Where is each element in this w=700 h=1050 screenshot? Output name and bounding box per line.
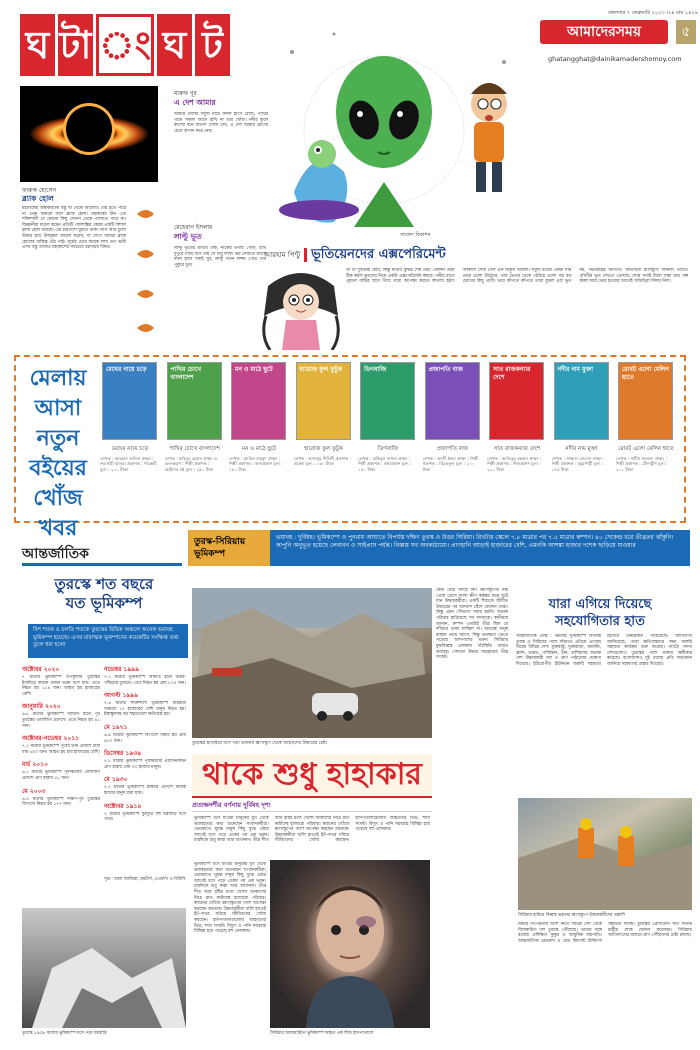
- book-details-4: লেখক : আনজুম শিউলী প্রকাশক : অন্বেষা মূল্য : ১৬০ টাকা: [293, 456, 351, 467]
- main-body-right: কেউ বেঁচে আছে কি? ধ্বংসস্তূপের নিচ থেকে ভেসে আসা ক্ষীণ কণ্ঠস্বর শুনে ছুটে যান উদ্ধারকর্মীরা। একটি শিশুকে জীবিত উদ্ধারের পর আনন্দে কেঁদে ফেলেন তারা। কিন্তু এমন সৌভাগ্য সবার হয়নি। অনেক পরিবার হারিয়েছে সব সদস্যকে। স্থানীয়রা জানান, কম্পন এতটাই তীব্র ছিল যে দাঁড়িয়ে থাকা যাচ্ছিল না। আতঙ্কে মানুষ রাস্তায় নেমে আসে, কিন্তু ততক্ষণে ভেঙে পড়েছে আশপাশের ভবন। সিরিয়ার যুদ্ধবিধ্বস্ত এলাকায় পরিস্থিতি আরও ভয়াবহ। সেখানে উদ্ধার সরঞ্জামের তীব্র সংকট।: [436, 588, 508, 661]
- child-photo-caption: সিরিয়ার আজমারিনে ভূমিকম্পে আহত এক শিশু হাসপাতালে: [270, 1031, 374, 1036]
- timeline-entry: ৭.২ মাত্রার ভূমিকম্পে আঘাত হানে উত্তর-পশ্চিমের ডুজচে। এতে নিহত হয় প্রায় ৮০০ জন।: [104, 675, 186, 686]
- timeline-left: [22, 664, 100, 904]
- book-cover-3: মন ও মাঠে ছুটে: [231, 362, 286, 440]
- book-title-1: মেঘের নায়ে চড়ে: [111, 446, 149, 452]
- timeline-entry: ৭.২ মাত্রার ভূমিকম্পে পূর্বের ভান প্রদেশে মারা যায় ৬০০ জন। আহত হয় চার হাজারের বেশি।: [22, 744, 100, 755]
- book-details-2: লেখক : ফরিদুর রহমান প্রচ্ছদ ও অলংকরণ : শিল্পী প্রকাশক : ছোটদের বই মূল্য : ২৫০ টাকা: [164, 456, 218, 472]
- story-title: ভূতিয়েনদের এক্সপেরিমেন্ট: [311, 246, 446, 262]
- poem2-body: লাল্টু ভূতের মাথায় টাক, নাকের ডগায় গোঁফ, রাত দুপুরে গাছে বসে দেয় সে শুধু লাফ। ভয় দেখাতে আসে যখন হাসে সবাই খুব, লাল্টু তখন লজ্জা পেয়ে দেয় পুকুরে ডুব।: [174, 246, 266, 268]
- timeline-entry: ৭.২ মাত্রার ভূমিকম্পে হাক্কারি প্রদেশে কয়েক হাজার মানুষ মারা যায়।: [104, 785, 186, 796]
- timeline-entry: ৬.৯ মাত্রার ভূমিকম্পে বিংগলে নিহত হয় প্রায় ৯০০ জন।: [104, 732, 186, 744]
- timeline-entry: ৭.৬ মাত্রার শক্তিশালী ভূমিকম্পে মারমারা অঞ্চলে ১৭ হাজারের বেশি মানুষ নিহত হয়। ইস্তাম্বুলসহ বড় শহরগুলো ক্ষতিগ্রস্ত হয়।: [104, 701, 186, 718]
- timeline-date: মে ২০০৩: [22, 787, 46, 795]
- timeline-date: অক্টোবর-নভেম্বর ২০১১: [22, 735, 80, 743]
- poem2-poet: মেহেরান ইসলাম: [174, 224, 213, 231]
- logo-char-1: ঘ: [20, 14, 55, 76]
- main-headline: থাকে শুধু হাহাকার: [192, 754, 432, 798]
- main-body-top: ভূমিকম্পে ধসে যাওয়া মানুষের মুখ থেকে ভয়াবহতার কথা শুনেছেন সংবাদকর্মীরা। ভোররাতে ঘুমন্ত মানুষ কিছু বুঝে ওঠার আগেই ধসে পড়ে একের পর এক ভবন। চারদিকে শুধু কান্না আর আর্তনাদ। তীব্র শীত আর বৃষ্টির মধ্যে খোলা আকাশের নিচে রাত কাটাচ্ছে হাজারো পরিবার। স্বজনের খোঁজে ধ্বংসস্তূপের পাশে অপেক্ষা করছেন অনেকে। উদ্ধারকর্মীরা খালি হাতেই ইট-পাথর সরিয়ে জীবিতদের খোঁজ করছেন। হাসপাতালগুলোয় আহতদের ভিড়, শয্যা সংকট। বিদ্যুৎ ও পানি সরবরাহ বিচ্ছিন্ন হয়ে পড়েছে বহু এলাকায়।: [194, 816, 430, 844]
- timeline-date: মে ১৯৩০: [104, 776, 128, 784]
- main-body-left: ভূমিকম্পে ধসে যাওয়া মানুষের মুখ থেকে ভয়াবহতার কথা শুনেছেন সংবাদকর্মীরা। ভোররাতে ঘুমন্ত মানুষ কিছু বুঝে ওঠার আগেই ধসে পড়ে একের পর এক ভবন। চারদিকে শুধু কান্না আর আর্তনাদ। তীব্র শীত আর বৃষ্টির মধ্যে খোলা আকাশের নিচে রাত কাটাচ্ছে হাজারো পরিবার। স্বজনের খোঁজে ধ্বংসস্তূপের পাশে অপেক্ষা করছেন অনেকে। উদ্ধারকর্মীরা খালি হাতেই ইট-পাথর সরিয়ে জীবিতদের খোঁজ করছেন। হাসপাতালগুলোয় আহতদের ভিড়, শয্যা সংকট। বিদ্যুৎ ও পানি সরবরাহ বিচ্ছিন্ন হয়ে পড়েছে বহু এলাকায়।: [194, 862, 266, 935]
- blackhole-title: ব্ল্যাক হোল: [22, 194, 54, 203]
- timeline-intro-box: বিশ শতক ও চলতি শতকে তুরস্কের বিভিন্ন অঞ্চলে অনেক ভয়াবহ ভূমিকম্প হয়েছে। এসব মারাত্মক ভূকম্পনের কয়েকটির সংক্ষিপ্ত তথ্য তুলে ধরা হলো: [28, 624, 188, 658]
- timeline-date: অক্টোবর ২০২০: [22, 666, 60, 673]
- book-cover-7: সাত রাজকন্যার দেশে: [489, 362, 544, 440]
- dateline: মঙ্গলবার ৭ ফেব্রুয়ারি ২০২৩ ।২৪ মাঘ ১৪২৯: [608, 10, 698, 16]
- poem1-poet: মারুফ নূর: [174, 90, 197, 97]
- book-title-6: প্রজাপতি বাজ: [436, 446, 469, 452]
- leaf-decoration: [134, 206, 156, 346]
- timeline-entry: ৭ মাত্রার ভূমিকম্পে বুরদুরে বহু ঘরবাড়ি ধসে পড়ে।: [104, 811, 186, 823]
- book-cover-1: মেঘের নায়ে চড়ে: [102, 362, 157, 440]
- aid-body-2: উদ্ধার তৎপরতায় অংশ নিতে বিভিন্ন দেশ থেকে বিশেষায়িত দল তুরস্কে পৌঁছেছে। তাদের সঙ্গে রয়েছে প্রশিক্ষিত কুকুর ও আধুনিক যন্ত্রপাতি। আন্তর্জাতিক রেডক্রস ও রেড ক্রিসেন্ট চিকিৎসা সহায়তা দিচ্ছে। তুরস্কের প্রেসিডেন্ট সাত দিনের রাষ্ট্রীয় শোক ঘোষণা করেছেন। সিরিয়ায় জাতিসংঘের মাধ্যমে ত্রাণ পৌঁছানোর চেষ্টা চলছে।: [518, 922, 692, 944]
- book-details-9: লেখক : শামীম আজাদ প্রচ্ছদ : শিল্পী প্রকাশক : টোনাটুনি মূল্য : ২০০ টাকা: [616, 456, 668, 472]
- logo-char-2: টা: [58, 14, 93, 76]
- old-earthquake-photo: [22, 908, 186, 1028]
- timeline-entry: ৭ মাত্রার ভূমিকম্পে উপকূলীয় তুরস্কের ইজমিরে কয়েক ডজন ভবন ধসে যায়। এতে নিহত হয় ১১৪ জন। আহত হয় হাজারের বেশি।: [22, 675, 100, 697]
- brand-logo: আমাদেরসময়: [540, 20, 668, 44]
- main-photo-caption: তুরস্কের হাতাইয়ে ধসে পড়া ভবনের ধ্বংসস্তূপ থেকে আহতদের উদ্ধারের চেষ্টা: [192, 741, 327, 746]
- book-fair-title: মেলায় আসা নতুন বইয়ের খোঁজ খবর: [29, 366, 87, 541]
- timeline-entry: ৭.৮ মাত্রার ভূমিকম্পে পূর্বাঞ্চলের এরজিনকানে প্রাণ হারায় প্রায় ৩৩ হাজার মানুষ।: [104, 759, 186, 770]
- book-title-8: নদীর নাম মুক্তা: [565, 446, 598, 452]
- book-cover-8: নদীর নাম মুক্তা: [554, 362, 609, 440]
- ghost-girl-illustration: [258, 266, 344, 350]
- main-subheadline: প্রত্যক্ষদর্শীর বর্ণনায় দুর্বিষহ দৃশ্য: [192, 800, 432, 812]
- poem1-title: এ দেশ আমার: [174, 98, 216, 107]
- aid-body: আন্তর্জাতিক ডেস্ক : ভয়াবহ ভূমিকম্পে বিপর্যস্ত তুরস্ক ও সিরিয়ার পাশে দাঁড়াতে এগিয়ে এসেছে বিশ্বের বিভিন্ন দেশ। যুক্তরাষ্ট্র, যুক্তরাজ্য, জার্মানি, ফ্রান্স, ভারত, পাকিস্তান, চীন, রাশিয়াসহ অনেক দেশ উদ্ধারকারী দল ও ত্রাণ পাঠানোর ঘোষণা দিয়েছে। ইউরোপীয় ইউনিয়ন জরুরি সহায়তা হিসেবে উদ্ধারকর্মী পাঠিয়েছে। জাতিসংঘ জানিয়েছে, তারা ক্ষতিগ্রস্তদের জন্য জরুরি সহায়তা কার্যক্রম শুরু করেছে। ন্যাটো সদস্য দেশগুলোও তুরস্কের পাশে থাকার অঙ্গীকার করেছে। বাংলাদেশও দুই দেশের প্রতি সমবেদনা জানিয়ে সহায়তার প্রস্তাব দিয়েছে।: [516, 634, 692, 667]
- timeline-date: জানুয়ারি ২০২০: [22, 703, 61, 711]
- alien-illustration: [274, 22, 534, 244]
- injured-child-photo: [270, 860, 430, 1028]
- story-byline: আরহাম পিন্টু: [264, 251, 301, 259]
- timeline-entry: ৬.৮ মাত্রার ভূমিকম্পে আঘাত হানে পূর্ব তুরস্কের এলাজিগ প্রদেশে। এতে নিহত হয় ৪১ জন।: [22, 712, 100, 729]
- book-title-9: রোবট এলো মেলিন হাতে: [618, 446, 674, 452]
- timeline-date: ডিসেম্বর ১৯৩৯: [104, 750, 142, 758]
- book-title-4: হারোজ ফুল ফুটুক: [304, 446, 343, 452]
- timeline-date: মার্চ ২০১০: [22, 761, 48, 769]
- book-details-6: লেখক : আলী ইমাম প্রচ্ছদ : শিল্পী প্রকাশক : ঝিঙেফুল মূল্য : ২০০ টাকা: [422, 456, 479, 472]
- poem1-body: আমার দেশের সবুজ মাঠে ফসল হাসে রোজ, পাখির গানে সকাল আসে রাখি না তার খোঁজ। নদীর কূলে কাশের বনে বাতাস দোলা দেয়, এ দেশ আমার প্রাণের চেয়ে আপন করে নেয়।: [174, 112, 268, 134]
- old-photo-caption: তুরস্কে ১৯৩৯ সালের ভূমিকম্পে ধসে পড়া ঘরবাড়ি: [22, 1031, 107, 1036]
- rescue-photo-caption: সিরিয়ার হারিমে বিধ্বস্ত ভবনের ধ্বংসস্তূপে উদ্ধারকর্মীদের তল্লাশি: [518, 913, 625, 918]
- page-number: ৫: [676, 20, 696, 44]
- logo-char-3: ং: [96, 14, 154, 76]
- story-title-bar: [264, 246, 696, 264]
- poem2-title: লাল্টু ভূত: [174, 232, 202, 241]
- book-title-5: ডিগবাজি: [377, 446, 399, 452]
- topic-tag: তুরস্ক-সিরিয়ায় ভূমিকম্প: [188, 530, 270, 566]
- timeline-date: অক্টোবর ১৯১৪: [104, 802, 142, 810]
- timeline-date: মে ১৯৭১: [104, 723, 128, 731]
- hero-credit: সাজেদ বিকাশন: [400, 232, 431, 238]
- section-header-international: আন্তর্জাতিক: [22, 542, 182, 566]
- timeline-headline: তুরস্কে শত বছরে যত ভূমিকম্প: [54, 575, 154, 612]
- story-body: তা রা দুজনেই ছোট, কিন্তু মাথায় বুদ্ধির শেষ নেই। একদিন তারা ঠিক করল ভূতদের নিয়ে একটা এক্সপেরিমেন্ট করবে। গভীর রাতে পুরনো বাড়ির ছাদে গিয়ে তারা অপেক্ষা করতে লাগল। হঠাৎ আকাশে দেখা গেল এক অদ্ভুত আলো। সবুজ রঙের একটা যান নেমে এলো উঠোনে, তার ভেতর থেকে বেরিয়ে এলো বড় বড় চোখের কিছু প্রাণী। ভয়ে কাঁপতে কাঁপতে তারা বুঝল এরা ভূত নয়, ভিনগ্রহের অতিথি। অতিথিরা হাসিমুখে জানাল তারাও পৃথিবীর ভূত দেখতে এসেছে। শেষে সবাই মিলে সারা রাত গল্প করল আর ভোর হওয়ার আগেই অতিথিরা বিদায় নিল।: [346, 268, 688, 285]
- book-title-7: সাত রাজকন্যার দেশে: [493, 446, 541, 452]
- book-cover-4: হারোজ ফুল ফুটুক: [296, 362, 351, 440]
- book-cover-9: রোবট এলো মেলিন হাতে: [618, 362, 673, 440]
- timeline-date: নভেম্বর ১৯৯৯: [104, 666, 139, 673]
- timeline-entry: ৬.১ মাত্রার ভূমিকম্পে পূর্বাঞ্চলের এলাজিগ প্রদেশে প্রাণ হারায় ৫১ জন।: [22, 770, 100, 781]
- book-details-3: লেখক : আরিফ মাহমুদ প্রচ্ছদ : শিল্পী প্রকাশক : অন্যপ্রকাশ মূল্য : ১৮০ টাকা: [229, 456, 283, 472]
- blackhole-author: ফারুক হোসেন: [22, 187, 57, 194]
- book-cover-5: ডিগবাজি: [360, 362, 415, 440]
- book-cover-6: প্রজাপতি বাজ: [425, 362, 480, 440]
- topic-summary-bar: ভয়াবহ : দুর্বিষহ। ভূমিকম্পে ও পুনরায় আঘাতে বিপর্যস্ত দক্ষিণ তুরস্ক ও উত্তর সিরিয়া। রিখটার স্কেলে ৭.৮ মাত্রার পর ৭.৫ মাত্রার কম্পন। ৪০ সেকেন্ড ধরে তীব্রতর ঝাঁকুনি। কাপুনি অনুভূত হয়েছে লেবানন ও সাইপ্রাস পর্যন্ত। বিধ্বস্ত সব অবকাঠামো। প্রাণহানি আড়াই হাজারের বেশি, এমনকি আশঙ্কা হাজার দশেক ছাড়িয়ে যাওয়ার: [270, 530, 690, 566]
- logo-char-4: ঘ: [157, 14, 192, 76]
- timeline-entry: ৬.৪ মাত্রার ভূমিকম্পে দক্ষিণ-পূর্ব তুরস্কের বিংগলে নিহত হয় ১৭৭ জন।: [22, 796, 100, 808]
- timeline-source: সূত্র : আল জাজিরা, রয়টার্স, এএফপি ও বিবিসি: [104, 877, 186, 882]
- black-hole-image: [20, 86, 158, 182]
- newspaper-section-logo: [20, 14, 230, 76]
- timeline-right: [104, 664, 186, 904]
- book-title-2: পাখির চোখে বাংলাদেশ: [169, 446, 220, 452]
- book-details-1: লেখক : আরমান জলিল প্রচ্ছদ : সব্যসাচী হাজরা প্রকাশক : পাঞ্জেরী মূল্য : ২০০ টাকা: [100, 456, 157, 472]
- aid-headline: যারা এগিয়ে দিয়েছে সহযোগিতার হাত: [548, 597, 652, 629]
- collapsed-building-photo: [192, 588, 432, 738]
- book-title-3: মন ও মাঠে ছুটে: [242, 446, 276, 452]
- contact-email: ghatangghat@dainikamadershomoy.com: [548, 55, 682, 63]
- timeline-date: আগস্ট ১৯৯৯: [104, 692, 139, 700]
- logo-char-5: ট: [195, 14, 230, 76]
- rescue-workers-photo: [518, 798, 692, 910]
- book-details-7: লেখক : আতিকুর রহমান প্রচ্ছদ : শিল্পী প্রকাশক : শিশুপ্রকাশ মূল্য : ২২০ টাকা: [487, 456, 542, 472]
- book-cover-2: পাখির চোখে বাংলাদেশ: [167, 362, 222, 440]
- blackhole-body: মহাবিশ্বের অন্ধকারতম বস্তু যা থেকে আলোও বের হতে পারে না এমন স্থানকে বলে ব্ল্যাক হোল। মহাকর্ষের টান এত শক্তিশালী যে কোনো কিছু সেখান থেকে পালাতে পারে না। বিজ্ঞানীরা ধারণা করেন প্রতিটি গ্যালাক্সির কেন্দ্রে একটি বিশাল ব্ল্যাক হোল রয়েছে। এর চারপাশে ঘুরতে থাকা গ্যাস আর ধুলো উত্তপ্ত হয়ে উজ্জ্বল আলো ছড়ায়, যা দেখে আমরা ব্ল্যাক হোলের অস্তিত্ব টের পাই। সূর্যের চেয়ে কয়েক লাখ গুণ ভারী এসব বস্তু আজও মহাকাশের সবচেয়ে রহস্যময় বিষয়।: [22, 206, 126, 251]
- book-details-8: লেখক : সাজ্জাদ হোসেন প্রচ্ছদ : শিল্পী প্রকাশক : ময়ূরপঙ্খী মূল্য : ১৭৫ টাকা: [551, 456, 605, 472]
- book-details-5: লেখক : রাকিবুল হাসান প্রচ্ছদ : শিল্পী প্রকাশক : কথাপ্রকাশ মূল্য : ১৫০ টাকা: [358, 456, 412, 472]
